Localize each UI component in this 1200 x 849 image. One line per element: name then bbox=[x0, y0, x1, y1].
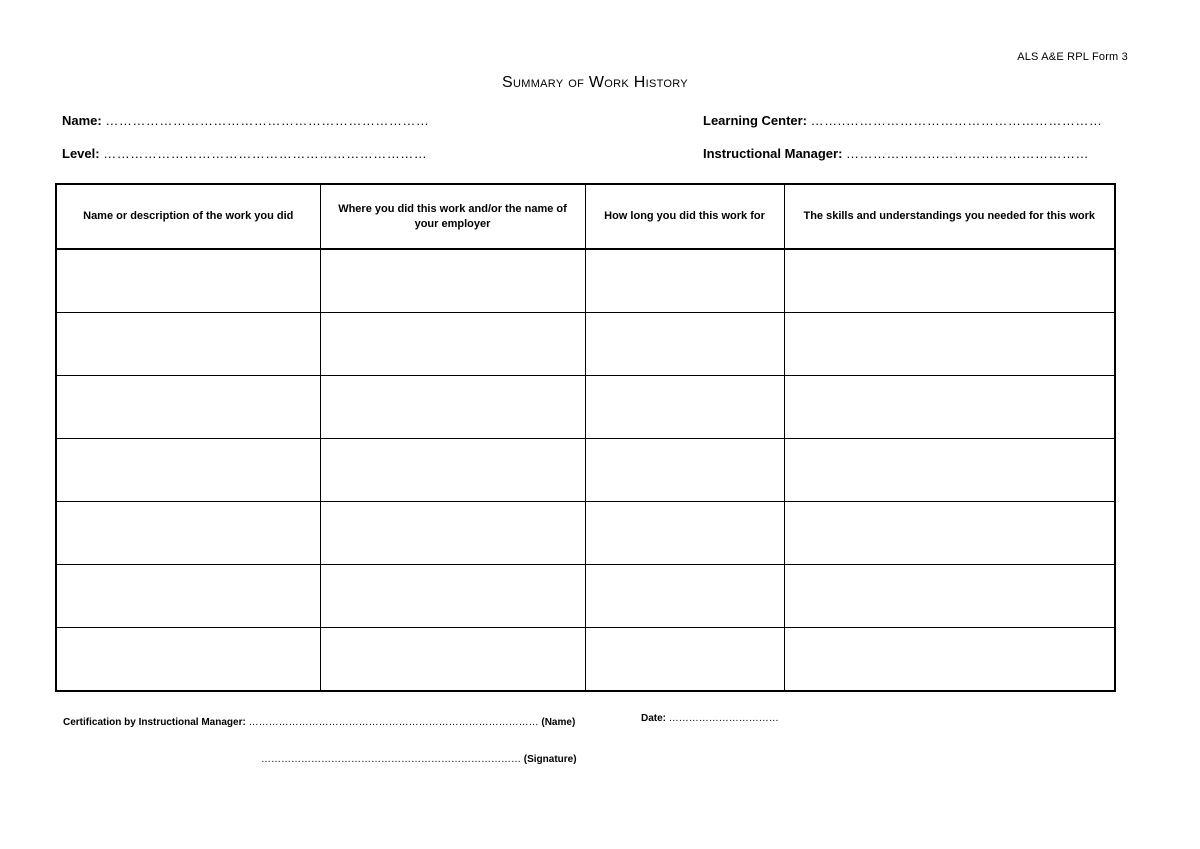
name-blank: ……………………………………………………………… bbox=[105, 113, 430, 128]
table-cell[interactable] bbox=[585, 502, 784, 565]
page-title: Summary of Work History bbox=[502, 74, 688, 91]
table-row bbox=[56, 313, 1115, 376]
table-cell[interactable] bbox=[784, 249, 1115, 313]
table-cell[interactable] bbox=[56, 565, 320, 628]
column-header-skills: The skills and understandings you needed for this work bbox=[784, 184, 1115, 249]
table-cell[interactable] bbox=[320, 313, 585, 376]
table-row bbox=[56, 249, 1115, 313]
column-header-duration: How long you did this work for bbox=[585, 184, 784, 249]
level-label: Level: bbox=[62, 146, 100, 161]
table-cell[interactable] bbox=[585, 249, 784, 313]
table-cell[interactable] bbox=[784, 439, 1115, 502]
instructional-manager-blank: ……………………………………………… bbox=[846, 146, 1090, 161]
certification-date-line[interactable] bbox=[641, 713, 779, 724]
name-label: Name: bbox=[62, 113, 102, 128]
table-cell[interactable] bbox=[320, 376, 585, 439]
table-row bbox=[56, 565, 1115, 628]
signature-suffix: (Signature) bbox=[523, 754, 577, 765]
certification-signature-line[interactable] bbox=[261, 754, 577, 765]
table-cell[interactable] bbox=[585, 565, 784, 628]
table-cell[interactable] bbox=[784, 565, 1115, 628]
table-cell[interactable] bbox=[784, 628, 1115, 692]
date-label: Date: bbox=[641, 713, 667, 724]
instructional-manager-label: Instructional Manager: bbox=[703, 146, 843, 161]
work-history-table bbox=[55, 183, 1116, 692]
table-cell[interactable] bbox=[585, 376, 784, 439]
column-header-work-description: Name or description of the work you did bbox=[56, 184, 320, 249]
level-field[interactable] bbox=[62, 146, 427, 161]
level-blank: ……………………………………………………………… bbox=[103, 146, 428, 161]
learning-center-label: Learning Center: bbox=[703, 113, 808, 128]
table-cell[interactable] bbox=[56, 249, 320, 313]
date-blank: …………………………… bbox=[668, 713, 779, 724]
name-field[interactable] bbox=[62, 113, 429, 128]
form-code: ALS A&E RPL Form 3 bbox=[1017, 51, 1128, 63]
learning-center-blank: ……..………………………………………………… bbox=[810, 113, 1103, 128]
learning-center-field[interactable] bbox=[703, 113, 1102, 128]
table-cell[interactable] bbox=[56, 376, 320, 439]
instructional-manager-field[interactable] bbox=[703, 146, 1089, 161]
certification-name-line[interactable] bbox=[63, 717, 575, 728]
table-cell[interactable] bbox=[56, 313, 320, 376]
table-cell[interactable] bbox=[585, 439, 784, 502]
table-cell[interactable] bbox=[320, 249, 585, 313]
table-header-row bbox=[56, 184, 1115, 249]
table-row bbox=[56, 502, 1115, 565]
table-cell[interactable] bbox=[320, 565, 585, 628]
table-cell[interactable] bbox=[784, 313, 1115, 376]
table-cell[interactable] bbox=[56, 502, 320, 565]
table-row bbox=[56, 439, 1115, 502]
table-row bbox=[56, 628, 1115, 692]
table-cell[interactable] bbox=[784, 502, 1115, 565]
table-cell[interactable] bbox=[784, 376, 1115, 439]
table-cell[interactable] bbox=[320, 439, 585, 502]
certification-name-blank: …………………………………………………………………………… bbox=[248, 717, 539, 728]
table-cell[interactable] bbox=[56, 439, 320, 502]
certification-label: Certification by Instructional Manager: bbox=[63, 717, 246, 728]
column-header-employer: Where you did this work and/or the name of your employer bbox=[320, 184, 585, 249]
signature-blank: …………………………………………………………………… bbox=[261, 754, 521, 765]
table-cell[interactable] bbox=[56, 628, 320, 692]
table-cell[interactable] bbox=[585, 628, 784, 692]
certification-name-suffix: (Name) bbox=[541, 717, 576, 728]
table-cell[interactable] bbox=[320, 628, 585, 692]
table-cell[interactable] bbox=[585, 313, 784, 376]
table-cell[interactable] bbox=[320, 502, 585, 565]
table-row bbox=[56, 376, 1115, 439]
